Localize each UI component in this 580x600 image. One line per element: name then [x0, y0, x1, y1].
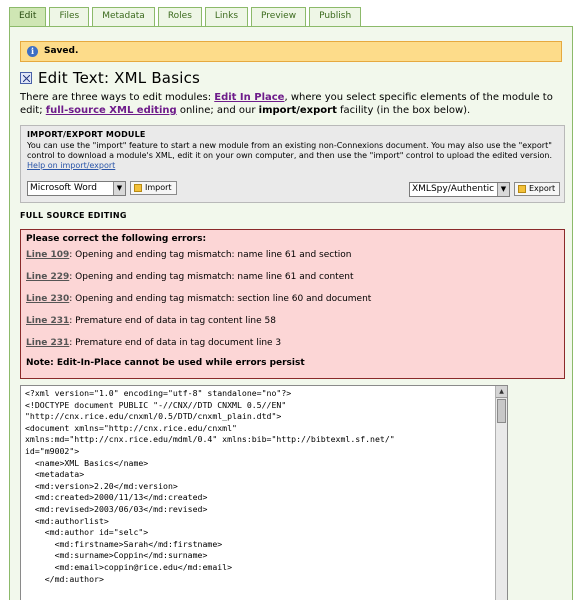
code-line: id="m9002">: [25, 445, 80, 456]
import-format-value: Microsoft Word: [30, 183, 97, 193]
error-line-link[interactable]: Line 230: [26, 294, 70, 304]
status-message: [20, 41, 562, 62]
code-line: xmlns:md="http://cnx.rice.edu/mdml/0.4" xmlns:bib="http://bibtexml.sf.net/": [25, 434, 395, 445]
full-source-heading: FULL SOURCE EDITING: [20, 211, 127, 220]
export-icon: [518, 185, 526, 193]
code-line: <name>XML Basics</name>: [25, 457, 149, 468]
title-row: [20, 68, 200, 88]
edit-panel: [9, 26, 573, 600]
module-icon: [20, 72, 32, 84]
code-line: <md:authorlist>: [25, 515, 109, 526]
code-line: <md:email>coppin@rice.edu</md:email>: [25, 561, 233, 572]
code-line: <md:revised>2003/06/03</md:revised>: [25, 503, 208, 514]
code-line: <md:firstname>Sarah</md:firstname>: [25, 538, 223, 549]
error-item: [26, 336, 559, 358]
import-export-heading: IMPORT/EXPORT MODULE: [27, 130, 146, 139]
error-box: [20, 229, 565, 379]
import-export-controls: [27, 179, 558, 197]
code-line: <!DOCTYPE document PUBLIC "-//CNX//DTD CNXML 0.5//EN": [25, 399, 287, 410]
code-line: <md:author id="selc">: [25, 527, 149, 538]
tab-links[interactable]: Links: [205, 7, 248, 26]
intro-part: There are three ways to edit modules:: [20, 92, 215, 103]
import-icon: [134, 184, 142, 192]
error-message: : Premature end of data in tag content line 58: [69, 316, 276, 326]
error-line-link[interactable]: Line 109: [26, 250, 70, 260]
tab-preview[interactable]: Preview: [251, 7, 306, 26]
tab-edit[interactable]: Edit: [9, 7, 46, 27]
source-code[interactable]: [25, 388, 495, 585]
import-export-description-text: You can use the "import" feature to start a new module from an existing non-Connexions document. You may also use the "export" control to download a module's XML, edit it on your own computer, and then use the "import" control to upload the edited version.: [27, 141, 552, 160]
scroll-up-icon[interactable]: ▲: [496, 386, 507, 398]
import-button[interactable]: [130, 181, 177, 195]
export-button[interactable]: [514, 182, 560, 196]
error-line-link[interactable]: Line 229: [26, 272, 70, 282]
code-line: "http://cnx.rice.edu/cnxml/0.5/DTD/cnxml_plain.dtd">: [25, 411, 282, 422]
export-format-select[interactable]: [409, 182, 510, 197]
error-item: [26, 292, 559, 314]
code-line: <?xml version="1.0" encoding="utf-8" standalone="no"?>: [25, 388, 292, 398]
error-note: Note: Edit-In-Place cannot be used while errors persist: [26, 358, 305, 368]
tab-publish[interactable]: Publish: [309, 7, 361, 26]
error-message: : Opening and ending tag mismatch: name line 61 and content: [69, 272, 354, 282]
code-line: <md:created>2000/11/13</md:created>: [25, 492, 208, 503]
error-message: : Opening and ending tag mismatch: section line 60 and document: [69, 294, 372, 304]
error-line-link[interactable]: Line 231: [26, 316, 70, 326]
import-button-label: Import: [145, 183, 172, 192]
error-item: [26, 314, 559, 336]
chevron-down-icon: ▼: [497, 183, 509, 196]
code-line: <document xmlns="http://cnx.rice.edu/cnxml": [25, 422, 237, 433]
source-editor[interactable]: [20, 385, 508, 600]
info-icon: i: [27, 46, 38, 57]
import-format-select[interactable]: [27, 181, 126, 196]
editor-scrollbar[interactable]: [495, 386, 507, 600]
error-item: [26, 248, 559, 270]
intro-part: facility (in the box below).: [336, 105, 471, 116]
status-text: Saved.: [44, 46, 79, 56]
error-line-link[interactable]: Line 231: [26, 338, 70, 348]
intro-text: [20, 91, 565, 117]
tab-metadata[interactable]: Metadata: [92, 7, 155, 26]
tab-roles[interactable]: Roles: [158, 7, 202, 26]
help-link[interactable]: Help on import/export: [27, 161, 116, 170]
code-line: </md:author>: [25, 573, 104, 584]
page-title: Edit Text: XML Basics: [38, 69, 201, 87]
edit-in-place-link[interactable]: Edit In Place: [214, 92, 285, 103]
error-heading: Please correct the following errors:: [26, 234, 207, 244]
intro-part: , where you select specific elements of the module to edit;: [20, 92, 553, 116]
error-item: [26, 270, 559, 292]
import-export-box: [20, 125, 565, 203]
error-message: : Premature end of data in tag document line 3: [69, 338, 282, 348]
code-line: <md:version>2.20</md:version>: [25, 480, 178, 491]
intro-part: online; and our: [176, 105, 259, 116]
full-source-link[interactable]: full-source XML editing: [45, 105, 177, 116]
import-export-description: [27, 141, 559, 171]
code-line: <md:surname>Coppin</md:surname>: [25, 550, 208, 561]
scrollbar-thumb[interactable]: [497, 399, 506, 423]
error-message: : Opening and ending tag mismatch: name line 61 and section: [69, 250, 352, 260]
code-line: <metadata>: [25, 469, 85, 480]
export-format-value: XMLSpy/Authentic: [412, 184, 495, 194]
export-button-label: Export: [529, 184, 556, 193]
import-export-bold: import/export: [258, 105, 337, 116]
tab-files[interactable]: Files: [49, 7, 89, 26]
tab-bar: [9, 7, 361, 27]
chevron-down-icon: ▼: [113, 182, 125, 195]
